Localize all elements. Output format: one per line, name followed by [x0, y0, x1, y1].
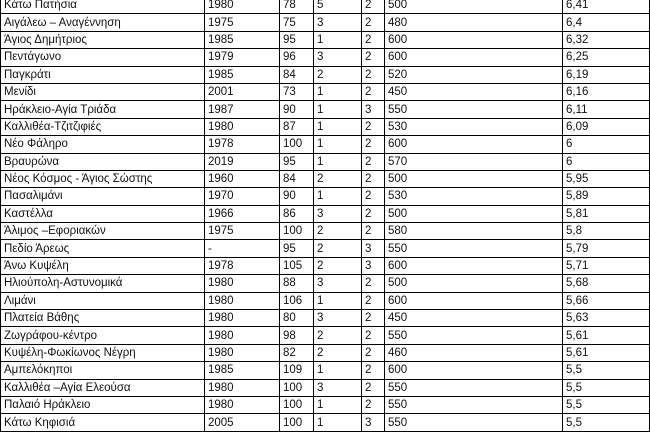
table-body: [1, 0, 650, 431]
floor-cell: 1: [314, 414, 362, 431]
rooms-cell: 2: [362, 379, 385, 396]
floor-cell: 2: [314, 170, 362, 187]
rent-cell: 550: [385, 379, 563, 396]
rooms-cell: 2: [362, 14, 385, 31]
table-row: [1, 83, 650, 100]
floor-cell: 1: [314, 292, 362, 309]
area-name-cell: Νέος Κόσμος - Άγιος Σώστης: [1, 170, 205, 187]
size-cell: 82: [280, 344, 314, 361]
table-row: [1, 31, 650, 48]
score-cell: 5,68: [563, 275, 650, 292]
size-cell: 75: [280, 14, 314, 31]
rent-cell: 530: [385, 188, 563, 205]
rooms-cell: 2: [362, 31, 385, 48]
area-name-cell: Ζωγράφου-κέντρο: [1, 327, 205, 344]
size-cell: 100: [280, 396, 314, 413]
floor-cell: 3: [314, 379, 362, 396]
score-cell: 5,81: [563, 205, 650, 222]
size-cell: 109: [280, 362, 314, 379]
area-name-cell: Καλλιθέα-Τζιτζιφιές: [1, 118, 205, 135]
size-cell: 95: [280, 153, 314, 170]
year-cell: 1975: [205, 14, 280, 31]
rooms-cell: 2: [362, 118, 385, 135]
rooms-cell: 2: [362, 292, 385, 309]
size-cell: 95: [280, 31, 314, 48]
year-cell: 2001: [205, 83, 280, 100]
floor-cell: 3: [314, 205, 362, 222]
score-cell: 5,5: [563, 379, 650, 396]
area-name-cell: Παγκράτι: [1, 66, 205, 83]
table-row: [1, 414, 650, 431]
table-row: [1, 66, 650, 83]
rent-cell: 600: [385, 49, 563, 66]
size-cell: 73: [280, 83, 314, 100]
size-cell: 105: [280, 257, 314, 274]
table-row: [1, 310, 650, 327]
rent-cell: 550: [385, 240, 563, 257]
floor-cell: 1: [314, 362, 362, 379]
year-cell: 1975: [205, 223, 280, 240]
rent-cell: 450: [385, 310, 563, 327]
rent-cell: 460: [385, 344, 563, 361]
floor-cell: 3: [314, 275, 362, 292]
table-row: [1, 136, 650, 153]
area-name-cell: Πλατεία Βάθης: [1, 310, 205, 327]
rooms-cell: 2: [362, 49, 385, 66]
floor-cell: 1: [314, 136, 362, 153]
rent-cell: 500: [385, 170, 563, 187]
floor-cell: 3: [314, 49, 362, 66]
rent-cell: 450: [385, 83, 563, 100]
year-cell: 1980: [205, 344, 280, 361]
area-name-cell: Άνω Κυψέλη: [1, 257, 205, 274]
year-cell: 1960: [205, 170, 280, 187]
area-name-cell: Αμπελόκηποι: [1, 362, 205, 379]
floor-cell: 1: [314, 153, 362, 170]
size-cell: 100: [280, 414, 314, 431]
table-row: [1, 170, 650, 187]
size-cell: 100: [280, 379, 314, 396]
table-row: [1, 101, 650, 118]
table-row: [1, 188, 650, 205]
area-name-cell: Κάτω Πατήσια: [1, 0, 205, 14]
area-name-cell: Βραυρώνα: [1, 153, 205, 170]
rooms-cell: 2: [362, 136, 385, 153]
score-cell: 5,61: [563, 327, 650, 344]
floor-cell: 3: [314, 310, 362, 327]
table-row: [1, 379, 650, 396]
rooms-cell: 2: [362, 396, 385, 413]
year-cell: 1980: [205, 379, 280, 396]
area-name-cell: Πασαλιμάνι: [1, 188, 205, 205]
year-cell: 1980: [205, 292, 280, 309]
year-cell: 1980: [205, 396, 280, 413]
table-row: [1, 205, 650, 222]
area-name-cell: Κυψέλη-Φωκίωνος Νέγρη: [1, 344, 205, 361]
score-cell: 5,61: [563, 344, 650, 361]
year-cell: 1979: [205, 49, 280, 66]
area-name-cell: Μενίδι: [1, 83, 205, 100]
floor-cell: 1: [314, 31, 362, 48]
score-cell: 6,19: [563, 66, 650, 83]
year-cell: 2005: [205, 414, 280, 431]
rent-cell: 600: [385, 257, 563, 274]
area-name-cell: Πεδίο Άρεως: [1, 240, 205, 257]
rooms-cell: 3: [362, 257, 385, 274]
rent-cell: 600: [385, 292, 563, 309]
floor-cell: 2: [314, 66, 362, 83]
size-cell: 88: [280, 275, 314, 292]
floor-cell: 2: [314, 344, 362, 361]
score-cell: 5,71: [563, 257, 650, 274]
rent-cell: 550: [385, 396, 563, 413]
floor-cell: 1: [314, 188, 362, 205]
floor-cell: 1: [314, 396, 362, 413]
table-row: [1, 327, 650, 344]
year-cell: 1978: [205, 257, 280, 274]
year-cell: 1980: [205, 310, 280, 327]
year-cell: 1985: [205, 362, 280, 379]
rent-cell: 600: [385, 136, 563, 153]
rent-cell: 530: [385, 118, 563, 135]
floor-cell: 2: [314, 327, 362, 344]
score-cell: 6: [563, 136, 650, 153]
table-row: [1, 14, 650, 31]
size-cell: 84: [280, 170, 314, 187]
size-cell: 106: [280, 292, 314, 309]
table-row: [1, 396, 650, 413]
rent-cell: 500: [385, 275, 563, 292]
score-cell: 6,4: [563, 14, 650, 31]
area-name-cell: Άλιμος –Εφοριακών: [1, 223, 205, 240]
table-row: [1, 223, 650, 240]
rooms-cell: 2: [362, 344, 385, 361]
size-cell: 87: [280, 118, 314, 135]
area-name-cell: Καστέλλα: [1, 205, 205, 222]
score-cell: 6,25: [563, 49, 650, 66]
table-row: [1, 257, 650, 274]
year-cell: 1980: [205, 118, 280, 135]
floor-cell: 2: [314, 240, 362, 257]
year-cell: 1980: [205, 0, 280, 14]
area-name-cell: Νέο Φάληρο: [1, 136, 205, 153]
year-cell: 2019: [205, 153, 280, 170]
table-row: [1, 344, 650, 361]
year-cell: 1985: [205, 31, 280, 48]
area-name-cell: Κάτω Κηφισιά: [1, 414, 205, 431]
score-cell: 6,41: [563, 0, 650, 14]
size-cell: 96: [280, 49, 314, 66]
year-cell: 1987: [205, 101, 280, 118]
area-name-cell: Λιμάνι: [1, 292, 205, 309]
table-row: [1, 275, 650, 292]
rooms-cell: 2: [362, 223, 385, 240]
year-cell: -: [205, 240, 280, 257]
year-cell: 1985: [205, 66, 280, 83]
floor-cell: 1: [314, 83, 362, 100]
score-cell: 5,89: [563, 188, 650, 205]
rooms-cell: 2: [362, 310, 385, 327]
table-row: [1, 49, 650, 66]
rooms-cell: 2: [362, 362, 385, 379]
size-cell: 86: [280, 205, 314, 222]
area-name-cell: Άγιος Δημήτριος: [1, 31, 205, 48]
table-row: [1, 0, 650, 14]
size-cell: 78: [280, 0, 314, 14]
score-cell: 5,5: [563, 414, 650, 431]
rooms-cell: 2: [362, 83, 385, 100]
score-cell: 5,5: [563, 362, 650, 379]
area-name-cell: Πεντάγωνο: [1, 49, 205, 66]
rent-cell: 500: [385, 205, 563, 222]
score-cell: 5,66: [563, 292, 650, 309]
rent-cell: 520: [385, 66, 563, 83]
area-name-cell: Ηλιούπολη-Αστυνομικά: [1, 275, 205, 292]
size-cell: 98: [280, 327, 314, 344]
area-name-cell: Ηράκλειο-Αγία Τριάδα: [1, 101, 205, 118]
rooms-cell: 2: [362, 188, 385, 205]
rent-cell: 580: [385, 223, 563, 240]
size-cell: 90: [280, 101, 314, 118]
score-cell: 5,5: [563, 396, 650, 413]
rooms-cell: 3: [362, 240, 385, 257]
rent-cell: 500: [385, 0, 563, 14]
score-cell: 5,63: [563, 310, 650, 327]
rooms-cell: 3: [362, 414, 385, 431]
score-cell: 6,09: [563, 118, 650, 135]
rent-cell: 550: [385, 327, 563, 344]
rooms-cell: 2: [362, 170, 385, 187]
year-cell: 1966: [205, 205, 280, 222]
score-cell: 6,11: [563, 101, 650, 118]
score-cell: 6: [563, 153, 650, 170]
rent-cell: 570: [385, 153, 563, 170]
area-name-cell: Καλλιθέα –Αγία Ελεούσα: [1, 379, 205, 396]
rooms-cell: 2: [362, 205, 385, 222]
floor-cell: 1: [314, 101, 362, 118]
rooms-cell: 2: [362, 153, 385, 170]
size-cell: 95: [280, 240, 314, 257]
rent-cell: 480: [385, 14, 563, 31]
size-cell: 84: [280, 66, 314, 83]
rent-cell: 600: [385, 31, 563, 48]
area-name-cell: Αιγάλεω – Αναγέννηση: [1, 14, 205, 31]
rooms-cell: 2: [362, 0, 385, 14]
year-cell: 1980: [205, 327, 280, 344]
floor-cell: 2: [314, 223, 362, 240]
score-cell: 6,32: [563, 31, 650, 48]
table-row: [1, 240, 650, 257]
floor-cell: 5: [314, 0, 362, 14]
size-cell: 80: [280, 310, 314, 327]
floor-cell: 1: [314, 118, 362, 135]
score-cell: 5,79: [563, 240, 650, 257]
table-row: [1, 292, 650, 309]
rooms-cell: 2: [362, 66, 385, 83]
table-row: [1, 153, 650, 170]
floor-cell: 3: [314, 14, 362, 31]
size-cell: 100: [280, 136, 314, 153]
table-row: [1, 362, 650, 379]
year-cell: 1978: [205, 136, 280, 153]
year-cell: 1980: [205, 275, 280, 292]
size-cell: 90: [280, 188, 314, 205]
score-cell: 5,95: [563, 170, 650, 187]
table-row: [1, 118, 650, 135]
rent-cell: 600: [385, 362, 563, 379]
rooms-cell: 2: [362, 275, 385, 292]
area-name-cell: Παλαιό Ηράκλειο: [1, 396, 205, 413]
rooms-cell: 3: [362, 101, 385, 118]
year-cell: 1970: [205, 188, 280, 205]
score-cell: 6,16: [563, 83, 650, 100]
size-cell: 100: [280, 223, 314, 240]
rooms-cell: 2: [362, 327, 385, 344]
floor-cell: 2: [314, 257, 362, 274]
rent-cell: 550: [385, 101, 563, 118]
score-cell: 5,8: [563, 223, 650, 240]
rent-cell: 550: [385, 414, 563, 431]
